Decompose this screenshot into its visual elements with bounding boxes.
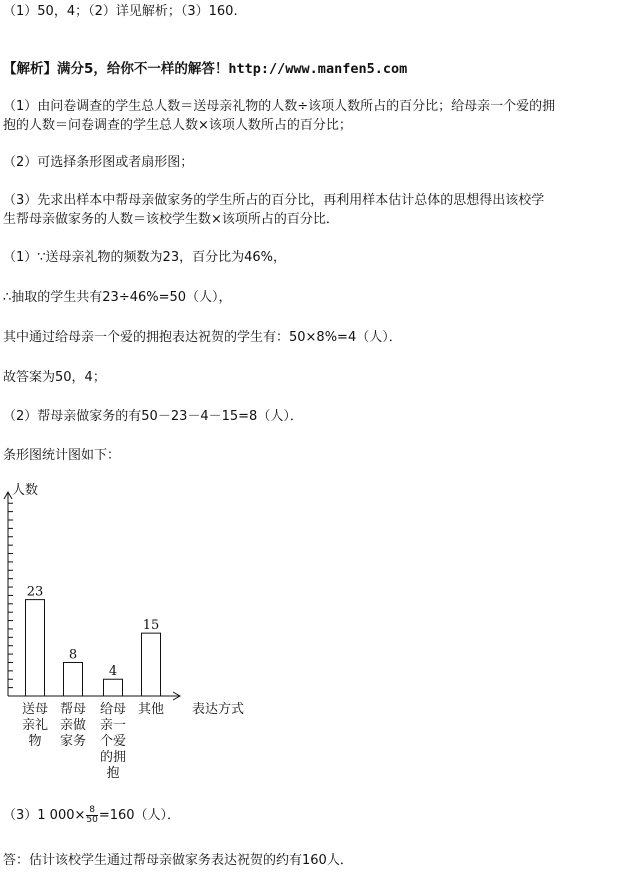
data-label: 23: [26, 584, 44, 600]
bar: [26, 600, 45, 696]
solution-step-5: （2）帮母亲做家务的有50－23－4－15=8（人）．: [3, 409, 303, 424]
fraction-denominator: 50: [86, 815, 98, 825]
source-url: http://www.manfen5.com: [228, 61, 408, 77]
bar: [64, 662, 83, 696]
bar: [104, 679, 123, 696]
data-label: 15: [142, 618, 160, 634]
category-label: 个爱: [99, 734, 127, 749]
solution-step-4: 故答案为50，4；: [3, 370, 106, 385]
analysis-heading: [3, 60, 407, 78]
solution-step-6: [3, 806, 180, 825]
calc-prefix: （3）1 000×: [3, 808, 86, 823]
analysis-p1-line1: （1）由问卷调查的学生总人数＝送母亲礼物的人数÷该项人数所占的百分比；给母亲一个爱的拥: [3, 99, 556, 114]
data-label: 8: [68, 647, 78, 663]
y-axis-label: 人数: [12, 483, 39, 498]
chart-intro: 条形图统计图如下：: [3, 448, 121, 463]
answer-summary: （1）50，4；（2）详见解析；（3）160.: [3, 4, 238, 19]
category-label: 给母: [99, 702, 127, 717]
category-label: 家务: [59, 734, 87, 749]
fraction-numerator: 8: [86, 806, 97, 816]
category-label: 亲礼: [21, 718, 49, 733]
category-label: 的拥: [99, 750, 127, 765]
analysis-p3-line1: （3）先求出样本中帮母亲做家务的学生所占的百分比，再利用样本估计总体的思想得出该校学: [3, 193, 545, 208]
analysis-slogan: 满分5，给你不一样的解答！: [57, 61, 229, 77]
analysis-p2: （2）可选择条形图或者扇形图；: [3, 155, 194, 170]
analysis-p3-line2: 生帮母亲做家务的人数＝该校学生数×该项所占的百分比．: [3, 212, 339, 227]
solution-step-2: ∴抽取的学生共有23÷46%=50（人），: [3, 290, 232, 305]
fraction: [86, 806, 97, 825]
final-answer: 答：估计该校学生通过帮母亲做家务表达祝贺的约有160人．: [3, 853, 353, 868]
category-label: 帮母: [59, 702, 87, 717]
x-axis-label: 表达方式: [192, 702, 245, 717]
data-label: 4: [108, 664, 118, 680]
solution-step-3: 其中通过给母亲一个爱的拥抱表达祝贺的学生有：50×8%=4（人）．: [3, 330, 402, 345]
analysis-bracket: 【解析】: [3, 61, 57, 77]
category-label: 亲一: [99, 718, 127, 733]
category-label: 抱: [106, 766, 120, 781]
category-label: 其他: [137, 702, 165, 717]
category-label: 亲做: [59, 718, 87, 733]
bar: [142, 633, 161, 696]
calc-result: =160（人）．: [98, 808, 181, 823]
solution-step-1: （1）∵送母亲礼物的频数为23，百分比为46%，: [3, 250, 286, 265]
bar-chart: [0, 478, 300, 798]
analysis-p1-line2: 抱的人数＝问卷调查的学生总人数×该项人数所占的百分比；: [3, 118, 352, 133]
category-label: 送母: [21, 702, 49, 717]
category-label: 物: [28, 734, 42, 749]
